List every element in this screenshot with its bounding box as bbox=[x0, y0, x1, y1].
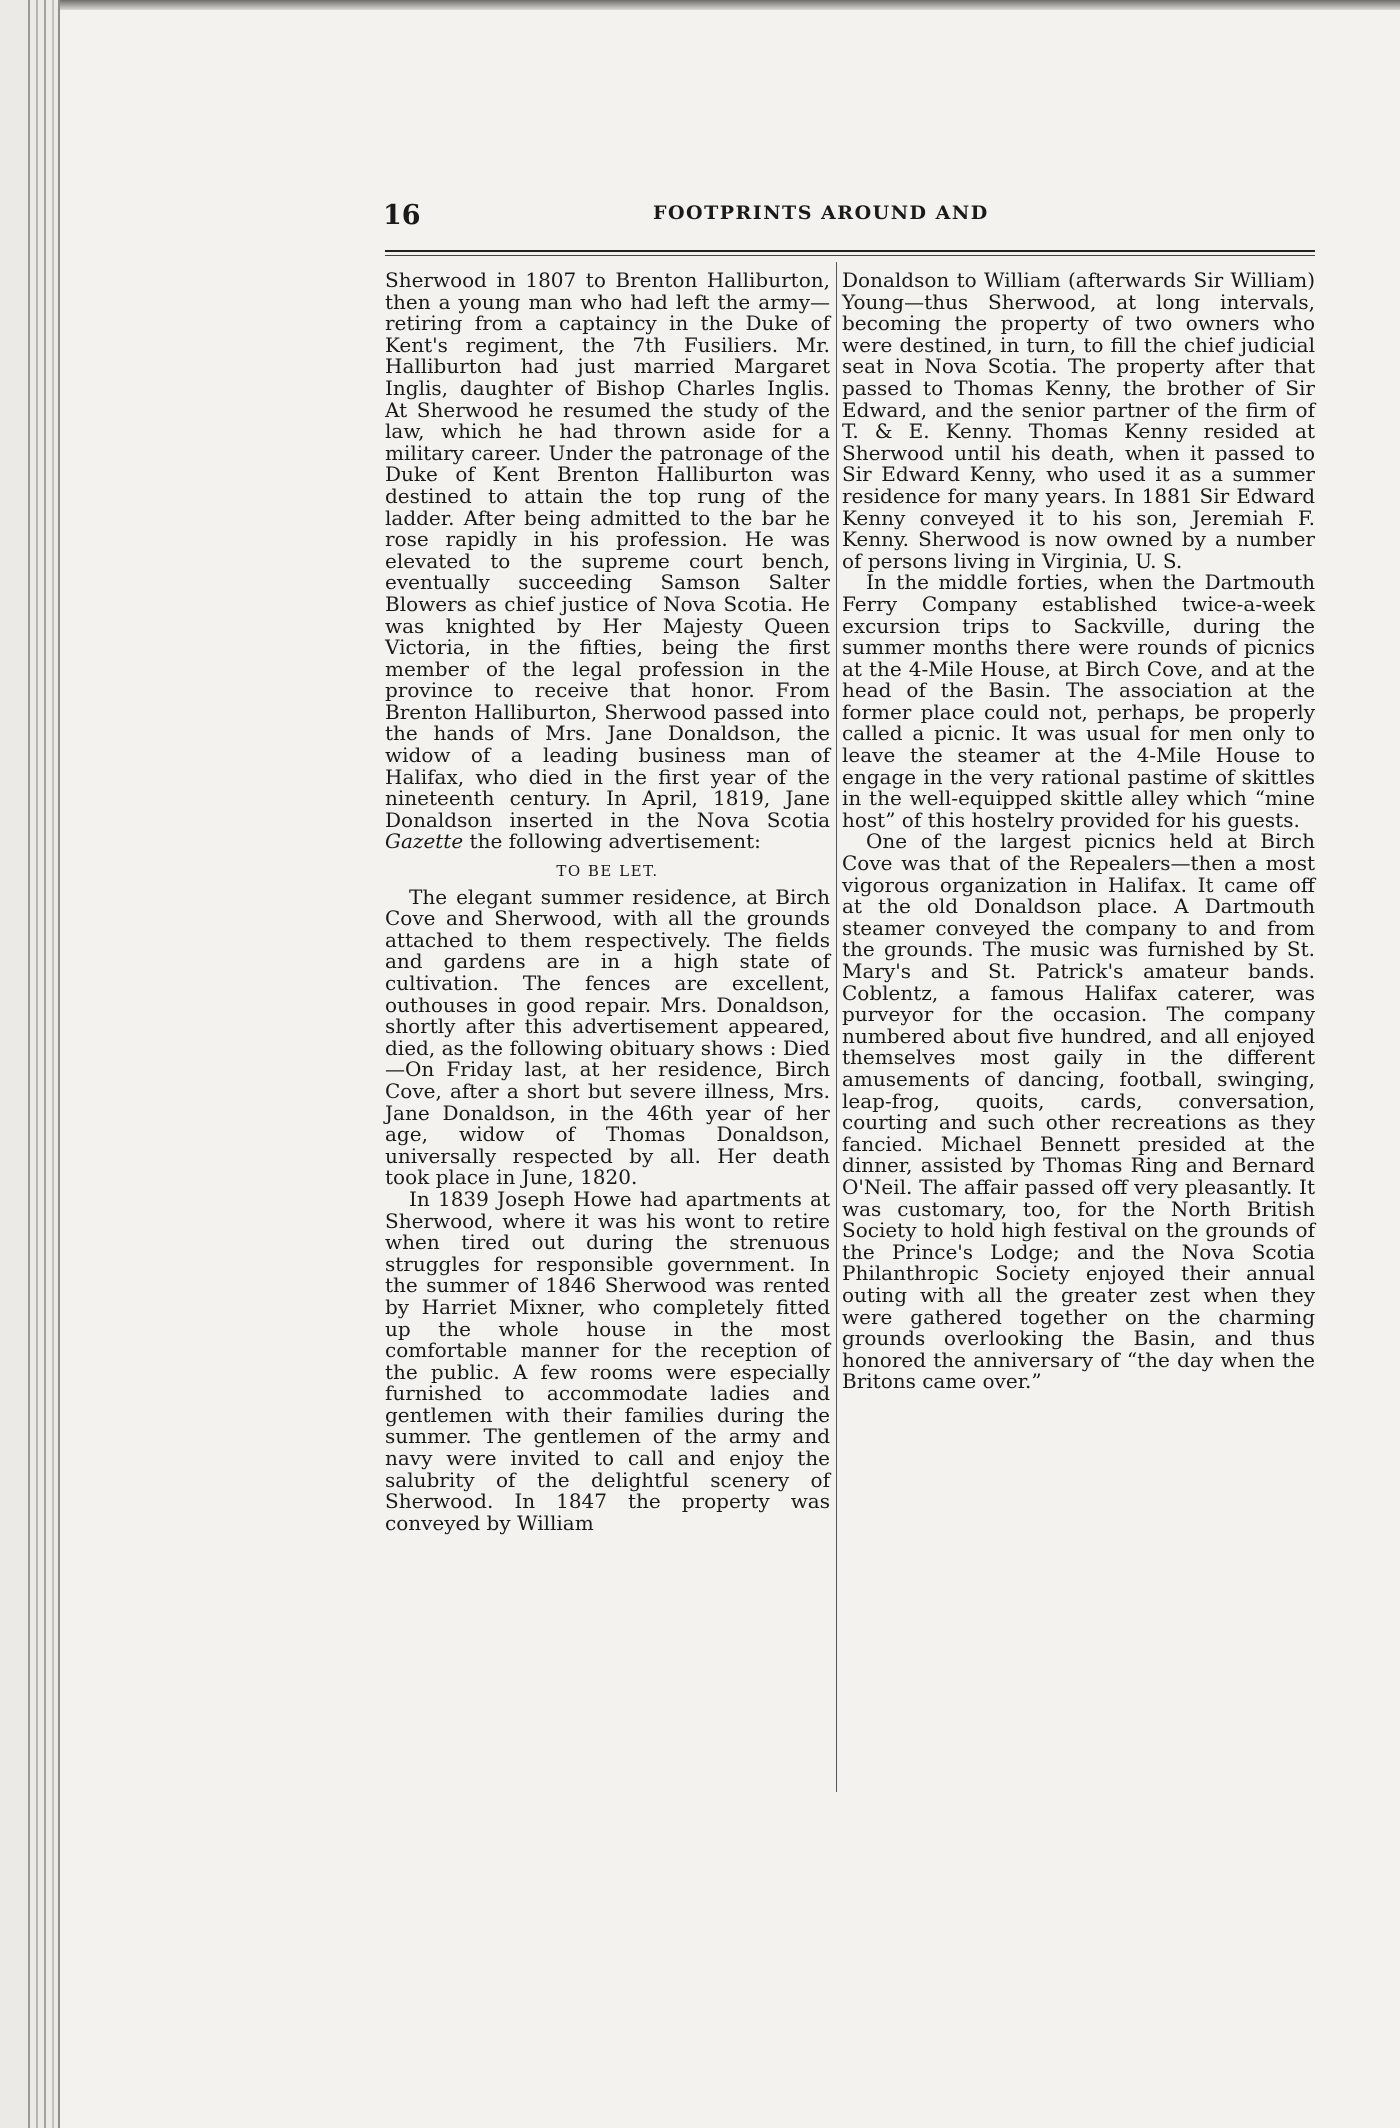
paragraph: The elegant summer residence, at Birch Cove and Sherwood, with all the grounds attached to them respectively. The fields and gardens are in a high state of cultivation. The fences are excellent, outhouses in good repair. Mrs. Donaldson, shortly after this advertisement appeared, died, as the following obituary shows : Died—On Friday last, at her residence, Birch Cove, after a short but severe illness, Mrs. Jane Donaldson, in the 46th year of her age, widow of Thomas Donaldson, universally respected by all. Her death took place in June, 1820. bbox=[385, 884, 830, 1190]
page-header bbox=[383, 200, 1315, 230]
paragraph: Donaldson to William (afterwards Sir William) Young—thus Sherwood, at long intervals, becoming the property of two owners who were destined, in turn, to fill the chief judicial seat in Nova Scotia. The property after that passed to Thomas Kenny, the brother of Sir Edward, and the senior partner of the firm of T. & E. Kenny. Thomas Kenny resided at Sherwood until his death, when it passed to Sir Edward Kenny, who used it as a summer residence for many years. In 1881 Sir Edward Kenny conveyed it to his son, Jeremiah F. Kenny. Sherwood is now owned by a number of persons living in Virginia, U. S. bbox=[842, 268, 1315, 573]
header-rule bbox=[385, 250, 1315, 256]
advertisement-heading: TO BE LET. bbox=[556, 862, 659, 881]
paragraph-text: the following advertisement: bbox=[463, 829, 761, 854]
paragraph: In the middle forties, when the Dartmouth Ferry Company established twice-a-week excursion trips to Sackville, during the summer months there were rounds of picnics at the 4-Mile House, at Birch Cove, and at the head of the Basin. The association at the former place could not, perhaps, be properly called a picnic. It was usual for men only to leave the steamer at the 4-Mile House to engage in the very rational pastime of skittles in the well-equipped skittle alley which “mine host” of this hostelry provided for his guests. bbox=[842, 570, 1315, 832]
page-edge bbox=[52, 0, 54, 2128]
paragraph: One of the largest picnics held at Birch Cove was that of the Repealers—then a most vigorous organization in Halifax. It came off at the old Donaldson place. A Dartmouth steamer conveyed the company to and from the grounds. The music was furnished by St. Mary's and St. Patrick's amateur bands. Coblentz, a famous Halifax caterer, was purveyor for the occasion. The company numbered about five hundred, and all enjoyed themselves most gaily in the different amusements of dancing, football, swinging, leap-frog, quoits, cards, conversation, courting and such other recreations as they fancied. Michael Bennett presided at the dinner, assisted by Thomas Ring and Bernard O'Neil. The affair passed off very pleasantly. It was customary, too, for the North British Society to hold high festival on the grounds of the Prince's Lodge; and the Nova Scotia Philanthropic Society enjoyed their annual outing with all the greater zest when they were gathered together on the charming grounds overlooking the Basin, and thus honored the anniversary of “the day when the Britons came over.” bbox=[842, 829, 1315, 1394]
page-number: 16 bbox=[383, 200, 421, 231]
scan-top-shadow bbox=[60, 0, 1400, 10]
page-edge bbox=[44, 0, 46, 2128]
running-title: FOOTPRINTS AROUND AND bbox=[653, 202, 989, 224]
italic-title: Gazette bbox=[385, 829, 464, 854]
paragraph bbox=[385, 270, 830, 853]
paragraph-text: Sherwood in 1807 to Brenton Halliburton, then a young man who had left the army—retiring from a captaincy in the Duke of Kent's regiment, the 7th Fusiliers. Mr. Halliburton had just married Margaret Inglis, daughter of Bishop Charles Inglis. At Sherwood he resumed the study of the law, which he had thrown aside for a military career. Under the patronage of the Duke of Kent Brenton Halliburton was destined to attain the top rung of the ladder. After being admitted to the bar he rose rapidly in his profession. He was elevated to the supreme court bench, eventually succeeding Samson Salter Blowers as chief justice of Nova Scotia. He was knighted by Her Majesty Queen Victoria, in the fifties, being the first member of the legal profession in the province to receive that honor. From Brenton Halliburton, Sherwood passed into the hands of Mrs. Jane Donaldson, the widow of a leading business man of Halifax, who died in the first year of the nineteenth century. In April, 1819, Jane Donaldson inserted in the Nova Scotia bbox=[385, 268, 830, 832]
column-divider bbox=[836, 262, 837, 1792]
page-edge bbox=[36, 0, 38, 2128]
paragraph: In 1839 Joseph Howe had apartments at Sherwood, where it was his wont to retire when tired out during the strenuous struggles for responsible government. In the summer of 1846 Sherwood was rented by Harriet Mixner, who completely fitted up the whole house in the most comfortable manner for the reception of the public. A few rooms were especially furnished to accommodate ladies and gentlemen with their families during the summer. The gentlemen of the army and navy were invited to call and enjoy the salubrity of the delightful scenery of Sherwood. In 1847 the property was conveyed by William bbox=[385, 1186, 830, 1535]
right-column bbox=[842, 270, 1315, 1393]
left-column bbox=[385, 270, 830, 1534]
page-edge bbox=[28, 0, 30, 2128]
